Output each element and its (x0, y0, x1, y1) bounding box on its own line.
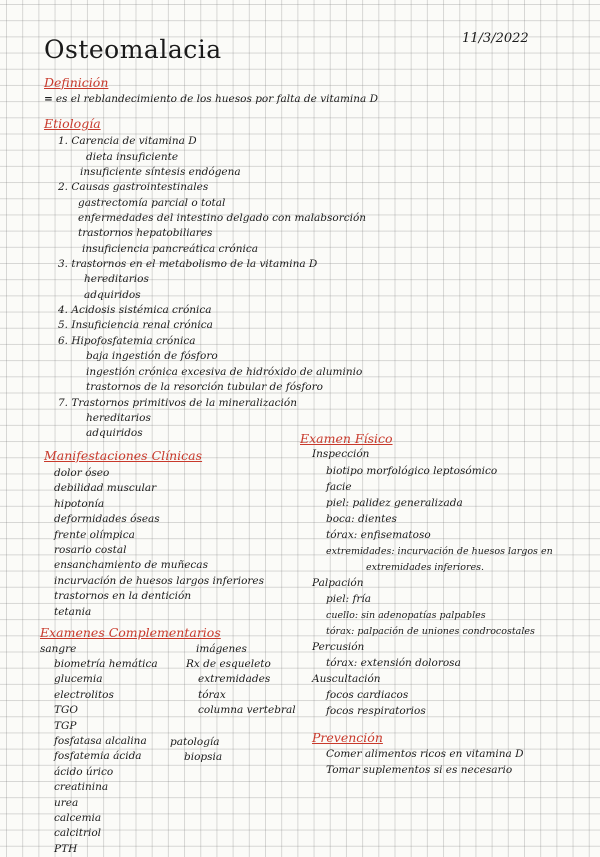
etiologia-line: dieta insuficiente (86, 151, 179, 163)
prevencion-item: Tomar suplementos si es necesario (326, 764, 513, 776)
list-item: biometría hemática (54, 658, 158, 670)
list-item: hipotonía (54, 497, 105, 510)
definicion-bullet: = (44, 93, 53, 105)
list-item: rosario costal (54, 543, 127, 556)
examenes-heading: Examenes Complementarios (40, 625, 221, 640)
manifestaciones-heading: Manifestaciones Clínicas (44, 448, 203, 463)
etiologia-line: 6. Hipofosfatemia crónica (58, 335, 196, 347)
list-item: ensanchamiento de muñecas (54, 559, 208, 572)
list-item: columna vertebral (198, 704, 296, 717)
etiologia-line: 1. Carencia de vitamina D (58, 135, 197, 147)
fisico-line: tórax: enfisematoso (326, 529, 431, 541)
fisico-line: biotipo morfológico leptosómico (326, 465, 498, 477)
list-item: trastornos en la dentición (54, 590, 192, 603)
manifestaciones-list (54, 466, 264, 620)
definicion-body: es el reblandecimiento de los huesos por falta de vitamina D (55, 93, 379, 105)
patologia-item: biopsia (184, 751, 223, 763)
etiologia-line: enfermedades del intestino delgado con malabsorción (78, 212, 367, 224)
fisico-line: cuello: sin adenopatías palpables (326, 610, 486, 621)
etiologia-line: 5. Insuficiencia renal crónica (58, 319, 213, 331)
fisico-line: focos respiratorios (326, 705, 426, 717)
fisico-line: boca: dientes (326, 513, 397, 525)
list-item: glucemia (54, 673, 103, 686)
etiologia-line: 7. Trastornos primitivos de la mineralización (58, 397, 297, 409)
etiologia-line: insuficiencia pancreática crónica (82, 243, 258, 255)
etiologia-line: baja ingestión de fósforo (86, 350, 218, 362)
list-item: debilidad muscular (54, 482, 157, 495)
list-item: fosfatemia ácida (54, 750, 142, 763)
etiologia-line: hereditarios (86, 412, 151, 424)
etiologia-line: adquiridos (86, 427, 143, 439)
fisico-line: Palpación (312, 577, 364, 589)
etiologia-line: trastornos hepatobiliares (78, 227, 213, 239)
fisico-line: tórax: extensión dolorosa (326, 657, 461, 669)
list-item: calcemia (54, 811, 102, 824)
definicion-text (44, 93, 378, 106)
list-item: creatinina (54, 781, 109, 794)
fisico-line: tórax: palpación de uniones condrocostales (326, 626, 535, 637)
page-date: 11/3/2022 (462, 31, 529, 46)
list-item: PTH (54, 842, 78, 855)
etiologia-line: insuficiente síntesis endógena (80, 166, 241, 178)
sangre-label: sangre (40, 643, 77, 655)
list-item: urea (54, 796, 79, 809)
imagenes-label: imágenes (196, 643, 247, 655)
list-item: Rx de esqueleto (186, 658, 271, 670)
definicion-heading: Definición (44, 75, 109, 90)
imagenes-list (186, 657, 296, 719)
etiologia-line: 3. trastornos en el metabolismo de la vitamina D (58, 258, 318, 270)
etiologia-line: trastornos de la resorción tubular de fósforo (86, 381, 323, 393)
fisico-line: Inspección (312, 448, 370, 460)
page-title: Osteomalacia (44, 35, 222, 64)
etiologia-line: hereditarios (84, 273, 149, 285)
list-item: frente olímpica (54, 528, 135, 541)
list-item: TGO (54, 704, 78, 717)
fisico-line: extremidades inferiores. (366, 562, 485, 573)
list-item: ácido úrico (54, 765, 114, 778)
list-item: calcitriol (54, 827, 102, 840)
patologia-label: patología (170, 736, 220, 748)
list-item: deformidades óseas (54, 513, 160, 526)
fisico-line: piel: fría (326, 593, 372, 605)
fisico-line: extremidades: incurvación de huesos largos en (326, 546, 553, 557)
prevencion-heading: Prevención (312, 730, 383, 745)
etiologia-line: 4. Acidosis sistémica crónica (58, 304, 212, 316)
list-item: incurvación de huesos largos inferiores (54, 574, 265, 587)
examen-fisico-heading: Examen Físico (300, 431, 393, 446)
list-item: TGP (54, 719, 77, 732)
list-item: tórax (198, 688, 226, 701)
etiologia-line: 2. Causas gastrointestinales (58, 181, 209, 193)
fisico-line: Percusión (312, 641, 365, 653)
sangre-list (54, 657, 158, 857)
list-item: tetania (54, 605, 92, 618)
list-item: fosfatasa alcalina (54, 734, 147, 747)
list-item: electrolitos (54, 688, 114, 701)
fisico-line: piel: palidez generalizada (326, 497, 463, 509)
etiologia-heading: Etiología (44, 116, 101, 131)
etiologia-line: gastrectomía parcial o total (78, 197, 226, 209)
fisico-line: facie (326, 481, 352, 493)
etiologia-line: adquiridos (84, 289, 141, 301)
list-item: dolor óseo (54, 467, 110, 479)
fisico-line: focos cardiacos (326, 689, 409, 701)
prevencion-item: Comer alimentos ricos en vitamina D (326, 748, 524, 760)
fisico-line: Auscultación (312, 673, 381, 685)
list-item: extremidades (198, 673, 271, 686)
etiologia-line: ingestión crónica excesiva de hidróxido de aluminio (86, 366, 363, 378)
